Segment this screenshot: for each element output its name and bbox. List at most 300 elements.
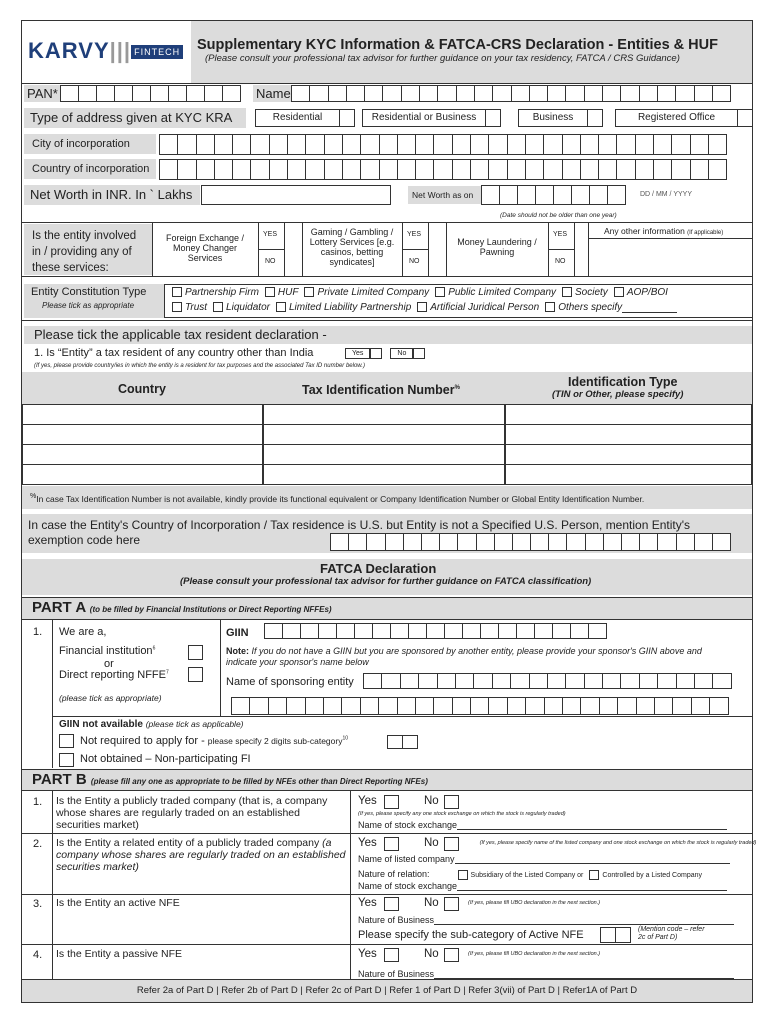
- char-cell[interactable]: [516, 623, 535, 639]
- char-cell[interactable]: [694, 533, 713, 551]
- char-cell[interactable]: [570, 623, 589, 639]
- char-cell[interactable]: [499, 185, 518, 205]
- char-cell[interactable]: [96, 85, 115, 102]
- tax-table-cell[interactable]: [263, 444, 505, 465]
- char-cell[interactable]: [379, 134, 398, 155]
- char-cell[interactable]: [282, 623, 301, 639]
- char-cell[interactable]: [494, 533, 513, 551]
- active-subcategory-input[interactable]: [600, 927, 631, 943]
- char-cell[interactable]: [360, 697, 379, 715]
- char-cell[interactable]: [534, 623, 553, 639]
- tax-yes-checkbox[interactable]: Yes: [345, 348, 382, 359]
- char-cell[interactable]: [548, 533, 567, 551]
- char-cell[interactable]: [580, 697, 599, 715]
- service-yes[interactable]: YES: [407, 231, 422, 238]
- char-cell[interactable]: [159, 134, 178, 155]
- char-cell[interactable]: [437, 85, 456, 102]
- col-id-type-sub: (TIN or Other, please specify): [552, 389, 684, 400]
- char-cell[interactable]: [433, 159, 452, 180]
- char-cell[interactable]: [372, 623, 391, 639]
- char-cell[interactable]: [433, 134, 452, 155]
- char-cell[interactable]: [507, 697, 526, 715]
- checkbox[interactable]: [265, 287, 275, 297]
- char-cell[interactable]: [525, 159, 544, 180]
- char-cell[interactable]: [348, 533, 367, 551]
- char-cell[interactable]: [488, 134, 507, 155]
- yes-checkbox[interactable]: [384, 795, 399, 809]
- char-cell[interactable]: [653, 134, 672, 155]
- char-cell[interactable]: [525, 134, 544, 155]
- char-cell[interactable]: [214, 134, 233, 155]
- char-cell[interactable]: [709, 697, 728, 715]
- char-cell[interactable]: [196, 159, 215, 180]
- char-cell[interactable]: [323, 697, 342, 715]
- constitution-label: Entity Constitution Type: [31, 286, 147, 298]
- char-cell[interactable]: [60, 85, 79, 102]
- char-cell[interactable]: [562, 134, 581, 155]
- char-cell[interactable]: [397, 134, 416, 155]
- checkbox[interactable]: [172, 287, 182, 297]
- char-cell[interactable]: [602, 673, 621, 689]
- checkbox[interactable]: [276, 302, 286, 312]
- char-cell[interactable]: [415, 697, 434, 715]
- char-cell[interactable]: [433, 697, 452, 715]
- char-cell[interactable]: [607, 185, 626, 205]
- net-worth-date-input[interactable]: [482, 185, 626, 205]
- net-worth-date-label: Net Worth as on: [408, 186, 482, 204]
- other-info-input[interactable]: [590, 240, 750, 274]
- checkbox[interactable]: [562, 287, 572, 297]
- constitution-option[interactable]: Others specify: [539, 302, 622, 313]
- service-no[interactable]: NO: [409, 258, 420, 265]
- text-line[interactable]: [457, 881, 727, 891]
- no-checkbox[interactable]: [444, 837, 459, 851]
- char-cell[interactable]: [492, 85, 511, 102]
- char-cell[interactable]: [418, 673, 437, 689]
- constitution-option[interactable]: Public Limited Company: [429, 287, 556, 298]
- char-cell[interactable]: [511, 85, 530, 102]
- tax-no-checkbox[interactable]: No: [390, 348, 425, 359]
- char-cell[interactable]: [269, 159, 288, 180]
- char-cell[interactable]: [354, 623, 373, 639]
- char-cell[interactable]: [616, 159, 635, 180]
- char-cell[interactable]: [598, 159, 617, 180]
- constitution-option[interactable]: Private Limited Company: [298, 287, 429, 298]
- char-cell[interactable]: [602, 85, 621, 102]
- sub-category-input[interactable]: [388, 735, 418, 749]
- yes-label: Yes: [358, 837, 377, 849]
- char-cell[interactable]: [232, 134, 251, 155]
- char-cell[interactable]: [676, 673, 695, 689]
- char-cell[interactable]: [168, 85, 187, 102]
- char-cell[interactable]: [621, 533, 640, 551]
- char-cell[interactable]: [657, 533, 676, 551]
- yes-label: Yes: [358, 948, 377, 960]
- checkbox[interactable]: [417, 302, 427, 312]
- char-cell[interactable]: [676, 533, 695, 551]
- char-cell[interactable]: [336, 623, 355, 639]
- char-cell[interactable]: [305, 697, 324, 715]
- char-cell[interactable]: [599, 697, 618, 715]
- char-cell[interactable]: [562, 697, 581, 715]
- char-cell[interactable]: [426, 623, 445, 639]
- char-cell[interactable]: [562, 159, 581, 180]
- text-line[interactable]: [434, 969, 734, 979]
- tax-table-cell[interactable]: [505, 464, 752, 485]
- char-cell[interactable]: [617, 697, 636, 715]
- part-b-note: (If yes, please specify any one stock exchange on which the stock is regularly traded): [358, 811, 566, 817]
- char-cell[interactable]: [470, 697, 489, 715]
- char-cell[interactable]: [400, 673, 419, 689]
- char-cell[interactable]: [584, 85, 603, 102]
- char-cell[interactable]: [653, 159, 672, 180]
- fi-checkbox[interactable]: [188, 645, 203, 660]
- name-input[interactable]: [292, 85, 731, 102]
- tax-table-cell[interactable]: [263, 464, 505, 485]
- part-b-question-note: (a company whose shares are regularly traded on an established securities market): [56, 837, 346, 873]
- pan-input[interactable]: [61, 85, 241, 102]
- char-cell[interactable]: [452, 134, 471, 155]
- char-cell[interactable]: [588, 623, 607, 639]
- tax-table-cell[interactable]: [505, 444, 752, 465]
- char-cell[interactable]: [636, 697, 655, 715]
- char-cell[interactable]: [565, 85, 584, 102]
- char-cell[interactable]: [177, 159, 196, 180]
- char-cell[interactable]: [379, 159, 398, 180]
- char-cell[interactable]: [456, 85, 475, 102]
- char-cell[interactable]: [231, 697, 250, 715]
- net-worth-input[interactable]: [201, 185, 391, 205]
- char-cell[interactable]: [455, 673, 474, 689]
- char-cell[interactable]: [552, 623, 571, 639]
- others-specify-input[interactable]: [622, 312, 677, 313]
- char-cell[interactable]: [517, 185, 536, 205]
- char-cell[interactable]: [268, 697, 287, 715]
- char-cell[interactable]: [654, 697, 673, 715]
- tax-table-cell[interactable]: [22, 424, 263, 445]
- char-cell[interactable]: [470, 134, 489, 155]
- subsidiary-checkbox[interactable]: [458, 870, 468, 880]
- part-b-note: (If yes, please specify name of the listed company and one stock exchange on which the stock is regularly traded): [479, 840, 757, 846]
- char-cell[interactable]: [635, 159, 654, 180]
- char-cell[interactable]: [547, 673, 566, 689]
- char-cell[interactable]: [186, 85, 205, 102]
- char-cell[interactable]: [481, 185, 500, 205]
- constitution-option[interactable]: HUF: [259, 287, 299, 298]
- char-cell[interactable]: [507, 159, 526, 180]
- char-cell[interactable]: [690, 159, 709, 180]
- char-cell[interactable]: [214, 159, 233, 180]
- char-cell[interactable]: [708, 159, 727, 180]
- addr-residential[interactable]: Residential: [255, 109, 355, 127]
- char-cell[interactable]: [328, 85, 347, 102]
- char-cell[interactable]: [287, 134, 306, 155]
- char-cell[interactable]: [408, 623, 427, 639]
- char-cell[interactable]: [535, 185, 554, 205]
- char-cell[interactable]: [324, 159, 343, 180]
- char-cell[interactable]: [712, 673, 731, 689]
- char-cell[interactable]: [250, 159, 269, 180]
- giin-input[interactable]: [265, 623, 607, 639]
- char-cell[interactable]: [473, 673, 492, 689]
- char-cell[interactable]: [385, 533, 404, 551]
- char-cell[interactable]: [363, 673, 382, 689]
- char-cell[interactable]: [78, 85, 97, 102]
- part-b-num: 1.: [33, 796, 43, 808]
- checkbox[interactable]: [304, 287, 314, 297]
- char-cell[interactable]: [492, 673, 511, 689]
- char-cell[interactable]: [419, 85, 438, 102]
- addr-registered-office[interactable]: Registered Office: [615, 109, 753, 127]
- char-cell[interactable]: [530, 533, 549, 551]
- text-line[interactable]: [455, 854, 730, 864]
- char-cell[interactable]: [589, 185, 608, 205]
- char-cell[interactable]: [437, 673, 456, 689]
- city-input[interactable]: [160, 134, 727, 155]
- tick-hint: (please tick as appropriate): [59, 693, 162, 703]
- tax-note: (If yes, please provide country/ies in which the entity is a resident for tax purposes and the associated Tax ID number below.): [34, 363, 365, 369]
- not-obtained-checkbox[interactable]: [59, 753, 74, 767]
- char-cell[interactable]: [580, 159, 599, 180]
- char-cell[interactable]: [222, 85, 241, 102]
- char-cell[interactable]: [342, 134, 361, 155]
- char-cell[interactable]: [381, 673, 400, 689]
- char-cell[interactable]: [366, 533, 385, 551]
- char-cell[interactable]: [639, 673, 658, 689]
- char-cell[interactable]: [439, 533, 458, 551]
- constitution-option[interactable]: Limited Liability Partnership: [270, 302, 411, 313]
- service-yes[interactable]: YES: [263, 231, 278, 238]
- pan-label: PAN*: [24, 85, 60, 102]
- char-cell[interactable]: [712, 85, 731, 102]
- char-cell[interactable]: [159, 159, 178, 180]
- char-cell[interactable]: [250, 134, 269, 155]
- addr-residential-or-business[interactable]: Residential or Business: [362, 109, 501, 127]
- char-cell[interactable]: [529, 673, 548, 689]
- char-cell[interactable]: [390, 623, 409, 639]
- char-cell[interactable]: [232, 159, 251, 180]
- char-cell[interactable]: [672, 697, 691, 715]
- char-cell[interactable]: [114, 85, 133, 102]
- char-cell[interactable]: [421, 533, 440, 551]
- no-checkbox[interactable]: [444, 897, 459, 911]
- us-exemption-code-input[interactable]: [331, 533, 731, 551]
- char-cell[interactable]: [620, 85, 639, 102]
- char-cell[interactable]: [382, 85, 401, 102]
- service-no[interactable]: NO: [265, 258, 276, 265]
- char-cell[interactable]: [512, 533, 531, 551]
- char-cell[interactable]: [264, 623, 283, 639]
- char-cell[interactable]: [543, 134, 562, 155]
- no-checkbox[interactable]: [444, 795, 459, 809]
- text-line[interactable]: [457, 820, 727, 830]
- checkbox[interactable]: [172, 302, 182, 312]
- char-cell[interactable]: [657, 673, 676, 689]
- char-cell[interactable]: [488, 697, 507, 715]
- char-cell[interactable]: [286, 697, 305, 715]
- char-cell[interactable]: [565, 673, 584, 689]
- constitution-option[interactable]: Trust: [166, 302, 207, 313]
- constitution-option[interactable]: Liquidator: [207, 302, 270, 313]
- char-cell[interactable]: [249, 697, 268, 715]
- tax-table-cell[interactable]: [22, 444, 263, 465]
- char-cell[interactable]: [474, 85, 493, 102]
- char-cell[interactable]: [341, 697, 360, 715]
- char-cell[interactable]: [462, 623, 481, 639]
- char-cell[interactable]: [690, 134, 709, 155]
- char-cell[interactable]: [510, 673, 529, 689]
- char-cell[interactable]: [691, 697, 710, 715]
- char-cell[interactable]: [498, 623, 517, 639]
- char-cell[interactable]: [457, 533, 476, 551]
- char-cell[interactable]: [694, 85, 713, 102]
- char-cell[interactable]: [657, 85, 676, 102]
- tax-table-cell[interactable]: [22, 464, 263, 485]
- char-cell[interactable]: [309, 85, 328, 102]
- service-label: Foreign Exchange / Money Changer Services: [165, 233, 245, 263]
- char-cell[interactable]: [547, 85, 566, 102]
- char-cell[interactable]: [620, 673, 639, 689]
- char-cell[interactable]: [675, 85, 694, 102]
- char-cell[interactable]: [378, 697, 397, 715]
- char-cell[interactable]: [196, 134, 215, 155]
- char-cell[interactable]: [269, 134, 288, 155]
- tax-table-cell[interactable]: [263, 404, 505, 425]
- checkbox[interactable]: [614, 287, 624, 297]
- giin-note: Note: If you do not have a GIIN but you are sponsored by another entity, please provide your sponsor's GIIN above and indicate your sponsor's name below: [226, 646, 702, 667]
- char-cell[interactable]: [342, 159, 361, 180]
- char-cell[interactable]: [403, 533, 422, 551]
- controlled-checkbox[interactable]: [589, 870, 599, 880]
- char-cell[interactable]: [204, 85, 223, 102]
- sponsor-input-1[interactable]: [364, 673, 732, 689]
- char-cell[interactable]: [470, 159, 489, 180]
- tax-table-cell[interactable]: [505, 404, 752, 425]
- constitution-option[interactable]: Artificial Juridical Person: [411, 302, 539, 313]
- checkbox[interactable]: [545, 302, 555, 312]
- char-cell[interactable]: [529, 85, 548, 102]
- tax-table-cell[interactable]: [263, 424, 505, 445]
- char-cell[interactable]: [360, 159, 379, 180]
- char-cell[interactable]: [616, 134, 635, 155]
- char-cell[interactable]: [712, 533, 731, 551]
- char-cell[interactable]: [488, 159, 507, 180]
- addr-business[interactable]: Business: [518, 109, 603, 127]
- char-cell[interactable]: [507, 134, 526, 155]
- char-cell[interactable]: [571, 185, 590, 205]
- char-cell[interactable]: [585, 533, 604, 551]
- yes-checkbox[interactable]: [384, 837, 399, 851]
- char-cell[interactable]: [402, 735, 418, 749]
- char-cell[interactable]: [584, 673, 603, 689]
- yes-checkbox[interactable]: [384, 948, 399, 962]
- col-id-type: Identification Type: [568, 375, 678, 389]
- char-cell[interactable]: [305, 159, 324, 180]
- fatca-title: FATCA Declaration: [320, 561, 437, 576]
- char-cell[interactable]: [346, 85, 365, 102]
- service-yes[interactable]: YES: [553, 231, 568, 238]
- char-cell[interactable]: [318, 623, 337, 639]
- char-cell[interactable]: [132, 85, 151, 102]
- char-cell[interactable]: [543, 159, 562, 180]
- char-cell[interactable]: [360, 134, 379, 155]
- tax-yes-no: [345, 348, 425, 359]
- char-cell[interactable]: [635, 134, 654, 155]
- char-cell[interactable]: [452, 159, 471, 180]
- nature-of-relation: Nature of relation: Subsidiary of the Listed Company or Controlled by a Listed Company: [358, 869, 703, 879]
- char-cell[interactable]: [287, 159, 306, 180]
- char-cell[interactable]: [397, 159, 416, 180]
- form-subtitle: (Please consult your professional tax advisor for further guidance on your tax residency, FATCA / CRS Guidance): [205, 53, 680, 64]
- checkbox[interactable]: [435, 287, 445, 297]
- char-cell[interactable]: [150, 85, 169, 102]
- char-cell[interactable]: [476, 533, 495, 551]
- form-title: Supplementary KYC Information & FATCA-CRS Declaration - Entities & HUF: [197, 37, 718, 53]
- char-cell[interactable]: [401, 85, 420, 102]
- char-cell[interactable]: [544, 697, 563, 715]
- part-b-num: 3.: [33, 898, 43, 910]
- char-cell[interactable]: [566, 533, 585, 551]
- char-cell[interactable]: [415, 134, 434, 155]
- yes-checkbox[interactable]: [384, 897, 399, 911]
- col-tin: Tax Identification Number%: [302, 383, 460, 397]
- char-cell[interactable]: [387, 735, 403, 749]
- checkbox[interactable]: [213, 302, 223, 312]
- char-cell[interactable]: [553, 185, 572, 205]
- char-cell[interactable]: [671, 159, 690, 180]
- no-checkbox[interactable]: [444, 948, 459, 962]
- country-input[interactable]: [160, 159, 727, 180]
- char-cell[interactable]: [694, 673, 713, 689]
- char-cell[interactable]: [364, 85, 383, 102]
- char-cell[interactable]: [291, 85, 310, 102]
- char-cell[interactable]: [397, 697, 416, 715]
- part-b-field: Name of stock exchange: [358, 881, 727, 891]
- text-line[interactable]: [434, 915, 734, 925]
- char-cell[interactable]: [480, 623, 499, 639]
- constitution-option[interactable]: Partnership Firm: [166, 287, 259, 298]
- char-cell[interactable]: [603, 533, 622, 551]
- char-cell[interactable]: [444, 623, 463, 639]
- sponsor-input-2[interactable]: [232, 697, 729, 715]
- char-cell[interactable]: [580, 134, 599, 155]
- tax-table-cell[interactable]: [22, 404, 263, 425]
- char-cell[interactable]: [330, 533, 349, 551]
- char-cell[interactable]: [452, 697, 471, 715]
- nffe-label: Direct reporting NFFE$^7$: [59, 669, 169, 681]
- char-cell[interactable]: [300, 623, 319, 639]
- nffe-checkbox[interactable]: [188, 667, 203, 682]
- part-b-question: [56, 837, 346, 873]
- char-cell[interactable]: [525, 697, 544, 715]
- constitution-option[interactable]: AOP/BOI: [608, 287, 668, 298]
- char-cell[interactable]: [671, 134, 690, 155]
- char-cell[interactable]: [305, 134, 324, 155]
- char-cell[interactable]: [598, 134, 617, 155]
- tax-table-cell[interactable]: [505, 424, 752, 445]
- not-obtained-label: Not obtained – Non-participating FI: [80, 753, 251, 765]
- char-cell[interactable]: [639, 85, 658, 102]
- char-cell[interactable]: [708, 134, 727, 155]
- not-required-checkbox[interactable]: [59, 734, 74, 748]
- char-cell[interactable]: [639, 533, 658, 551]
- us-exemption-text: In case the Entity's Country of Incorporation / Tax residence is U.S. but Entity is not a Specified U.S. Person, mention Entity's exemption code here: [28, 518, 691, 547]
- constitution-option[interactable]: Society: [556, 287, 608, 298]
- service-no[interactable]: NO: [555, 258, 566, 265]
- char-cell[interactable]: [415, 159, 434, 180]
- char-cell[interactable]: [177, 134, 196, 155]
- char-cell[interactable]: [324, 134, 343, 155]
